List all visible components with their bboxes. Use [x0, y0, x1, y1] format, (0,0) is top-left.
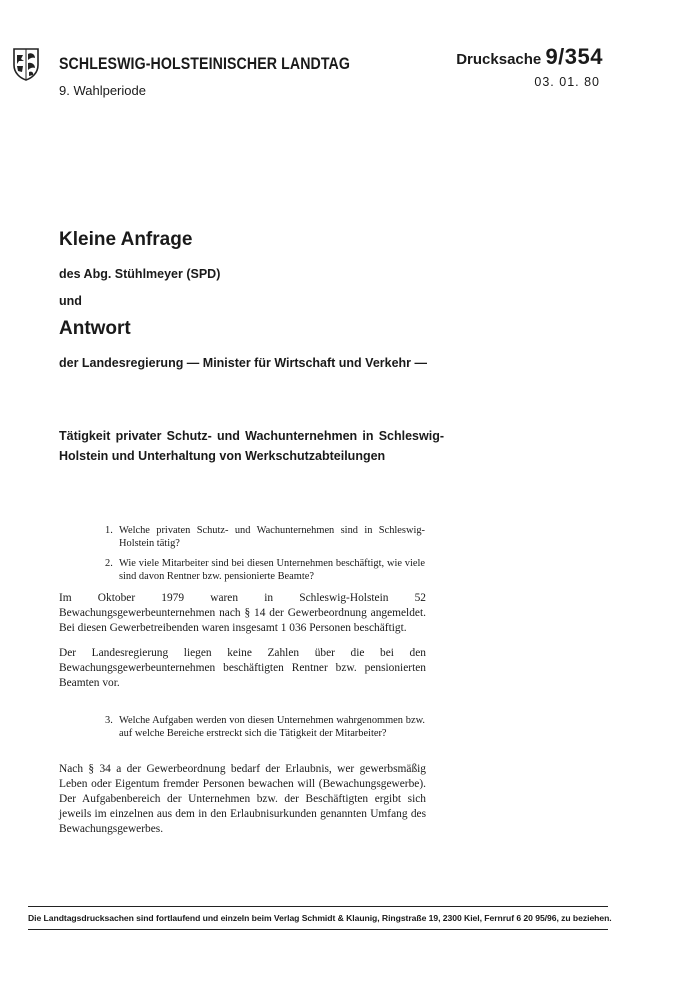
answer-paragraph-1: Im Oktober 1979 waren in Schleswig-Holstein 52 Bewachungsgewerbeunternehmen nach § 14 der Gewerbeordnung angemeldet. Bei diesen Gewerbetreibenden waren insgesamt 1 036 Personen beschäftigt. — [59, 592, 426, 634]
drucksache-word: Drucksache — [456, 51, 542, 68]
answer-paragraph-3: Nach § 34 a der Gewerbeordnung bedarf der Erlaubnis, wer gewerbsmäßig Leben oder Eigentum fremder Personen bewachen will (Bewachungsgewerbe). Der Aufgabenbereich der Unternehmen bzw. der Beschäftigten ergibt sich jeweils im einzelnen aus dem in den Erlaubnisurkunden genannten Umfang des Bewachungsgewerbes. — [59, 763, 426, 835]
question-number: 2. — [105, 558, 113, 569]
legislative-period: 9. Wahlperiode — [59, 83, 146, 98]
answer-paragraph-2: Der Landesregierung liegen keine Zahlen über die bei den Bewachungsgewerbeunternehmen beschäftigten Rentner bzw. pensionierten Beamten vor. — [59, 647, 426, 689]
topic-title: Tätigkeit privater Schutz- und Wachunternehmen in Schleswig-Holstein und Unterhaltung von Werkschutzabteilungen — [59, 429, 444, 463]
kleine-anfrage-heading: Kleine Anfrage — [59, 229, 193, 250]
footer-rule-top — [28, 906, 608, 907]
question-2 — [105, 557, 425, 583]
footer-notice: Die Landtagsdrucksachen sind fortlaufend und einzeln beim Verlag Schmidt & Klaunig, Ringstraße 19, 2300 Kiel, Fernruf 6 20 95/96, zu beziehen. — [28, 913, 612, 923]
und-line: und — [59, 294, 82, 308]
antwort-heading: Antwort — [59, 318, 131, 339]
drucksache-label — [456, 44, 603, 70]
footer-rule-bottom — [28, 929, 608, 930]
coat-of-arms-icon — [12, 47, 40, 81]
question-text: Welche Aufgaben werden von diesen Unternehmen wahrgenommen bzw. auf welche Bereiche erstreckt sich die Tätigkeit der Mitarbeiter? — [119, 715, 425, 739]
question-number: 1. — [105, 525, 113, 536]
question-3 — [105, 714, 425, 740]
question-number: 3. — [105, 715, 113, 726]
question-text: Wie viele Mitarbeiter sind bei diesen Unternehmen beschäftigt, wie viele sind davon Rentner bzw. pensionierte Beamte? — [119, 558, 425, 582]
drucksache-number: 9/354 — [545, 44, 603, 69]
responder-line: der Landesregierung — Minister für Wirtschaft und Verkehr — — [59, 356, 428, 370]
question-text: Welche privaten Schutz- und Wachunternehmen sind in Schleswig-Holstein tätig? — [119, 525, 425, 549]
question-1 — [105, 524, 425, 550]
parliament-name: SCHLESWIG-HOLSTEINISCHER LANDTAG — [59, 55, 351, 73]
author-line: des Abg. Stühlmeyer (SPD) — [59, 267, 221, 281]
document-date: 03. 01. 80 — [534, 75, 600, 89]
